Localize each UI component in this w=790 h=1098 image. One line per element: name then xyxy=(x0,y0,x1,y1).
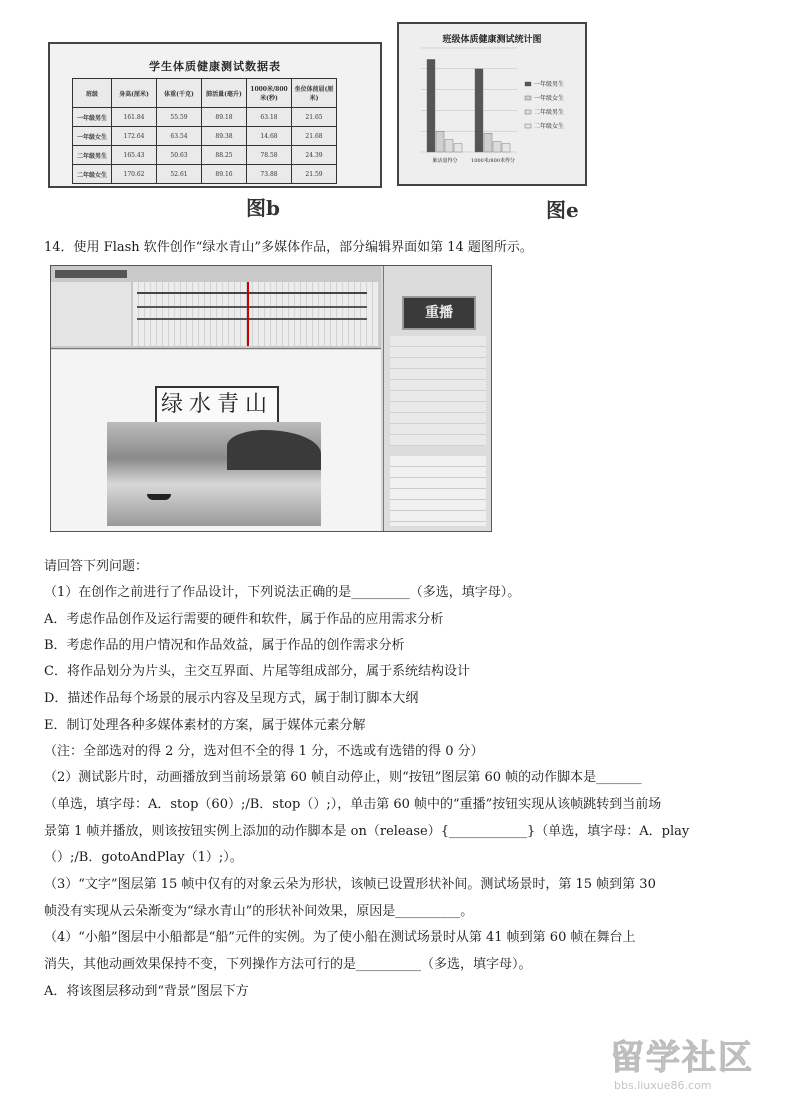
playhead[interactable] xyxy=(247,282,249,346)
library-list xyxy=(390,336,486,446)
table-cell: 一年级男生 xyxy=(73,108,112,127)
stage-area xyxy=(51,350,381,531)
figure-b-table xyxy=(48,42,382,188)
table-cell: 14.68 xyxy=(247,127,292,146)
q1-text: （1）在创作之前进行了作品设计，下列说法正确的是_________（多选，填字母）。 xyxy=(44,585,521,600)
timeline-tab xyxy=(55,270,127,278)
table-header: 1000米/800米(秒) xyxy=(247,79,292,108)
legend-label: 一年级女生 xyxy=(534,95,565,102)
table-header: 体重(千克) xyxy=(157,79,202,108)
bar xyxy=(445,140,453,152)
table-cell: 63.54 xyxy=(157,127,202,146)
figure-b-title: 学生体质健康测试数据表 xyxy=(149,60,281,73)
legend-label: 二年级男生 xyxy=(534,109,565,116)
legend-label: 一年级男生 xyxy=(534,81,565,88)
scoring-note: （注：全部选对的得 2 分，选对但不全的得 1 分，不选或有选错的得 0 分） xyxy=(44,744,484,759)
bar xyxy=(427,59,435,152)
tween-line xyxy=(137,292,367,294)
table-cell: 50.63 xyxy=(157,146,202,165)
timeline-panel xyxy=(51,266,381,349)
table-cell: 55.59 xyxy=(157,108,202,127)
q4-line-2: 消失，其他动画效果保持不变，下列操作方法可行的是__________（多选，填字母）。 xyxy=(44,957,532,972)
table-row xyxy=(73,165,337,184)
bar xyxy=(493,142,501,152)
bar xyxy=(475,69,483,152)
table-header: 肺活量(毫升) xyxy=(202,79,247,108)
x-tick-label: 1000米/800米得分 xyxy=(471,158,515,164)
bar xyxy=(454,144,462,152)
plot-area xyxy=(421,48,517,164)
table-header: 身高(厘米) xyxy=(112,79,157,108)
library-panel xyxy=(383,266,492,531)
option-a: A．考虑作品创作及运行需要的硬件和软件，属于作品的应用需求分析 xyxy=(44,612,444,627)
q4-option-a: A．将该图层移动到“背景”图层下方 xyxy=(44,984,249,999)
table-cell: 52.61 xyxy=(157,165,202,184)
table-cell: 二年级男生 xyxy=(73,146,112,165)
tween-line xyxy=(137,306,367,308)
option-b: B．考虑作品的用户情况和作品效益，属于作品的创作需求分析 xyxy=(44,638,405,653)
components-list xyxy=(390,456,486,526)
option-e: E．制订处理各种多媒体素材的方案，属于媒体元素分解 xyxy=(44,718,366,733)
legend-swatch xyxy=(525,96,531,100)
legend-swatch xyxy=(525,124,531,128)
replay-button-preview: 重播 xyxy=(402,296,476,330)
table-cell: 89.16 xyxy=(202,165,247,184)
chart-svg xyxy=(399,24,585,184)
option-c: C．将作品划分为片头，主交互界面、片尾等组成部分，属于系统结构设计 xyxy=(44,664,470,679)
watermark-url: bbs.liuxue86.com xyxy=(614,1079,712,1092)
table-cell: 172.64 xyxy=(112,127,157,146)
figure-c-chart xyxy=(397,22,587,186)
trees-shape xyxy=(227,430,321,470)
watermark-brand: 留学社区 xyxy=(610,1038,754,1078)
table-cell: 165.43 xyxy=(112,146,157,165)
table-cell: 89.18 xyxy=(202,108,247,127)
table-cell: 21.59 xyxy=(292,165,337,184)
table-header: 班级 xyxy=(73,79,112,108)
q2-line-2: （单选，填字母：A．stop（60）;/B．stop（）;），单击第 60 帧中的“重播”按钮实现从该帧跳转到当前场 xyxy=(44,797,662,812)
legend-label: 二年级女生 xyxy=(534,123,565,130)
q2-line-3: 景第 1 帧并播放，则该按钮实例上添加的动作脚本是 on（release）{____________}（单选，填字母：A．play xyxy=(44,824,690,839)
q4-line-1: （4）“小船”图层中小船都是“船”元件的实例。为了使小船在测试场景时从第 41 帧到第 60 帧在舞台上 xyxy=(44,930,636,945)
table-row xyxy=(73,127,337,146)
table-cell: 89.38 xyxy=(202,127,247,146)
legend-swatch xyxy=(525,82,531,86)
bar xyxy=(436,131,444,152)
figure-b-caption: 图b xyxy=(246,196,280,220)
watermark-logo xyxy=(610,1030,770,1092)
title-text-box: 绿水青山 xyxy=(155,386,279,426)
table-row xyxy=(73,146,337,165)
table-cell: 二年级女生 xyxy=(73,165,112,184)
q2-line-4: （）;/B．gotoAndPlay（1）;）。 xyxy=(44,850,243,865)
table-cell: 170.62 xyxy=(112,165,157,184)
q3-line-2: 帧没有实现从云朵渐变为“绿水青山”的形状补间效果，原因是__________。 xyxy=(44,904,474,919)
table-cell: 一年级女生 xyxy=(73,127,112,146)
table-cell: 63.18 xyxy=(247,108,292,127)
x-tick-label: 肺活量得分 xyxy=(432,158,458,164)
chart-title: 班级体质健康测试统计图 xyxy=(442,35,542,45)
flash-editor-screenshot xyxy=(50,265,492,532)
prompt-text: 请回答下列问题： xyxy=(44,559,149,574)
option-d: D．描述作品每个场景的展示内容及呈现方式，属于制订脚本大纲 xyxy=(44,691,419,706)
table-row xyxy=(73,108,337,127)
chart-legend xyxy=(525,80,564,130)
table-cell: 21.68 xyxy=(292,127,337,146)
tween-line xyxy=(137,318,367,320)
table-cell: 24.39 xyxy=(292,146,337,165)
table-header: 坐位体前屈(厘米) xyxy=(292,79,337,108)
legend-swatch xyxy=(525,110,531,114)
table-cell: 73.88 xyxy=(247,165,292,184)
question-14-stem: 14．使用 Flash 软件创作“绿水青山”多媒体作品，部分编辑界面如第 14 题图所示。 xyxy=(44,240,533,255)
bar xyxy=(502,144,510,152)
table-cell: 78.58 xyxy=(247,146,292,165)
landscape-image xyxy=(107,422,321,526)
layer-list xyxy=(51,282,131,346)
q2-line-1: （2）测试影片时，动画播放到当前场景第 60 帧自动停止，则“按钮”图层第 60 帧的动作脚本是_______ xyxy=(44,770,642,785)
table-header-row xyxy=(73,79,337,108)
table-cell: 161.84 xyxy=(112,108,157,127)
table-cell: 21.65 xyxy=(292,108,337,127)
figure-c-caption: 图e xyxy=(546,198,579,222)
data-table xyxy=(72,78,337,184)
bar xyxy=(484,133,492,152)
q3-line-1: （3）“文字”图层第 15 帧中仅有的对象云朵为形状，该帧已设置形状补间。测试场景时，第 15 帧到第 30 xyxy=(44,877,656,892)
table-cell: 88.25 xyxy=(202,146,247,165)
boat-shape xyxy=(147,494,171,500)
